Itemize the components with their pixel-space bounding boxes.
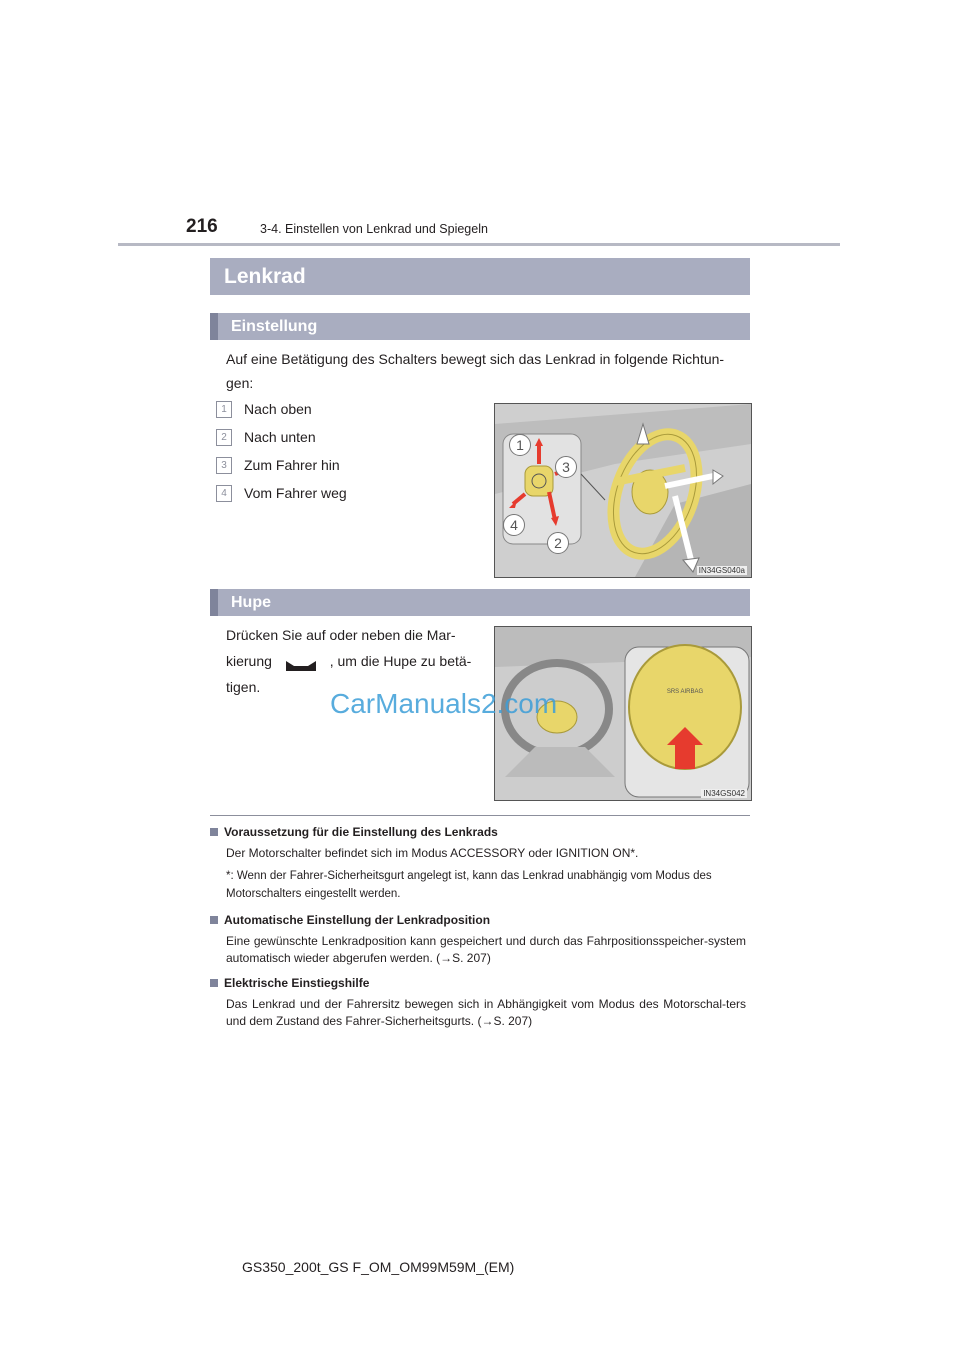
step-item xyxy=(216,454,340,476)
steering-adjust-illustration xyxy=(494,403,752,578)
einstellung-title: Einstellung xyxy=(231,318,318,335)
callout-1: 1 xyxy=(509,434,531,456)
hupe-line-1: Drücken Sie auf oder neben die Mar- xyxy=(226,627,456,643)
step-label: Zum Fahrer hin xyxy=(244,457,340,473)
main-title: Lenkrad xyxy=(224,265,306,288)
note-footnote: *: Wenn der Fahrer-Sicherheitsgurt angelegt ist, kann das Lenkrad unabhängig vom Modus des Motorschalters eingestellt werden. xyxy=(226,870,712,900)
note-heading-text: Elektrische Einstiegshilfe xyxy=(224,976,370,990)
hupe-line-2 xyxy=(226,648,490,674)
callout-3: 3 xyxy=(555,456,577,478)
square-bullet-icon xyxy=(210,979,218,987)
step-label: Vom Fahrer weg xyxy=(244,485,347,501)
hupe-line-3: tigen. xyxy=(226,679,261,695)
note-body: Der Motorschalter befindet sich im Modus ACCESSORY oder IGNITION ON*. xyxy=(226,846,639,860)
square-bullet-icon xyxy=(210,828,218,836)
horn-icon xyxy=(280,655,322,669)
note-heading-text: Automatische Einstellung der Lenkradposition xyxy=(224,913,491,927)
step-number: 4 xyxy=(216,485,232,502)
callout-4: 4 xyxy=(503,514,525,536)
hupe-title-bar xyxy=(210,589,750,616)
figure-code: IN34GS040a xyxy=(698,566,745,575)
step-item xyxy=(216,426,316,448)
page-number: 216 xyxy=(186,216,218,237)
notes-divider xyxy=(210,815,750,816)
step-number: 2 xyxy=(216,429,232,446)
callout-2: 2 xyxy=(547,532,569,554)
square-bullet-icon xyxy=(210,916,218,924)
note-body: Das Lenkrad und der Fahrersitz bewegen sich in Abhängigkeit vom Modus des Motorschal-ters und dem Zustand des Fahrer-Sicherheitsgurts. (→S. 207) xyxy=(226,997,746,1028)
header-rule xyxy=(118,243,840,246)
einstellung-title-bar xyxy=(210,313,750,340)
hupe-line-2b: , um die Hupe zu betä- xyxy=(329,653,472,669)
hupe-line-2a: kierung xyxy=(226,653,272,669)
footer-code: GS350_200t_GS F_OM_OM99M59M_(EM) xyxy=(242,1259,515,1275)
step-number: 3 xyxy=(216,457,232,474)
hupe-title: Hupe xyxy=(231,594,271,611)
step-item xyxy=(216,482,347,504)
figure-code: IN34GS042 xyxy=(703,789,745,798)
note-heading xyxy=(210,976,369,990)
note-body: Eine gewünschte Lenkradposition kann gespeichert und durch das Fahrpositionsspeicher-system automatisch wieder abgerufen werden. (→S. 207) xyxy=(226,934,746,965)
note-heading xyxy=(210,825,498,839)
note-heading xyxy=(210,913,490,927)
main-title-bar xyxy=(210,258,750,295)
step-label: Nach unten xyxy=(244,429,316,445)
note-heading-text: Voraussetzung für die Einstellung des Lenkrads xyxy=(224,825,498,839)
svg-text:SRS AIRBAG: SRS AIRBAG xyxy=(666,689,704,695)
step-label: Nach oben xyxy=(244,401,312,417)
section-label: 3-4. Einstellen von Lenkrad und Spiegeln xyxy=(260,222,488,236)
steering-adjust-drawing xyxy=(495,404,751,577)
einstellung-intro: Auf eine Betätigung des Schalters bewegt sich das Lenkrad in folgende Richtun-gen: xyxy=(226,351,725,391)
watermark: CarManuals2.com xyxy=(330,688,558,719)
step-item xyxy=(216,398,312,420)
step-number: 1 xyxy=(216,401,232,418)
